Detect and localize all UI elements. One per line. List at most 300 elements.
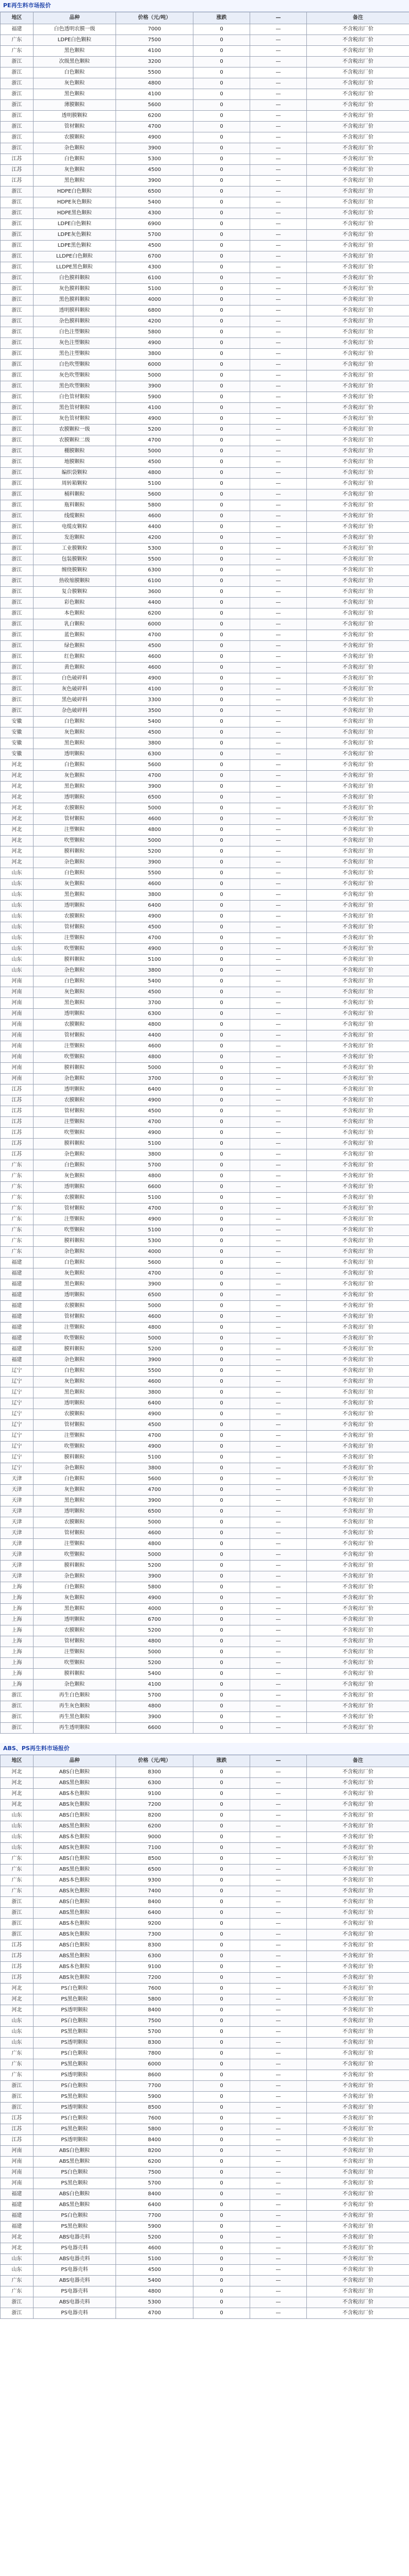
cell-name: 吹塑颗粒 [34, 1225, 116, 1236]
cell-change: 0 [193, 1604, 250, 1615]
cell-price: 5000 [116, 1517, 193, 1528]
cell-price: 5500 [116, 868, 193, 879]
cell-note: 不含税出厂价 [307, 1973, 409, 1984]
cell-note: 不含税出厂价 [307, 836, 409, 846]
cell-dash: — [250, 1020, 307, 1030]
cell-dash: — [250, 846, 307, 857]
cell-dash: — [250, 414, 307, 425]
cell-note: 不含税出厂价 [307, 1084, 409, 1095]
cell-price: 5200 [116, 1561, 193, 1571]
cell-price: 4700 [116, 435, 193, 446]
cell-change: 0 [193, 1030, 250, 1041]
cell-region: 浙江 [1, 598, 34, 608]
cell-note: 不含税出厂价 [307, 1182, 409, 1193]
cell-note: 不含税出厂价 [307, 1951, 409, 1962]
cell-change: 0 [193, 965, 250, 976]
cell-note: 不含税出厂价 [307, 1009, 409, 1020]
table-row [1, 1193, 409, 1204]
cell-name: 地膜颗粒 [34, 457, 116, 468]
table-row [1, 2297, 409, 2308]
cell-name: 膜料颗粒 [34, 1139, 116, 1149]
cell-region: 浙江 [1, 1723, 34, 1734]
cell-region: 天津 [1, 1550, 34, 1561]
table-row [1, 2167, 409, 2178]
cell-dash: — [250, 922, 307, 933]
cell-change: 0 [193, 457, 250, 468]
cell-price: 5100 [116, 2254, 193, 2265]
cell-change: 0 [193, 1712, 250, 1723]
cell-region: 浙江 [1, 706, 34, 717]
cell-note: 不含税出厂价 [307, 782, 409, 792]
cell-price: 6000 [116, 619, 193, 630]
cell-note: 不含税出厂价 [307, 2297, 409, 2308]
cell-dash: — [250, 901, 307, 911]
cell-note: 不含税出厂价 [307, 922, 409, 933]
cell-name: 黑色颗粒 [34, 1496, 116, 1506]
cell-dash: — [250, 1452, 307, 1463]
cell-dash: — [250, 2232, 307, 2243]
cell-dash: — [250, 2286, 307, 2297]
cell-name: LDPE白色颗粒 [34, 219, 116, 230]
cell-region: 河南 [1, 1009, 34, 1020]
cell-note: 不含税出厂价 [307, 1106, 409, 1117]
cell-dash: — [250, 1398, 307, 1409]
cell-change: 0 [193, 2081, 250, 2092]
cell-name: PS电器壳料 [34, 2308, 116, 2319]
table-row [1, 1139, 409, 1149]
cell-dash: — [250, 738, 307, 749]
cell-note: 不含税出厂价 [307, 1268, 409, 1279]
table-row [1, 1366, 409, 1377]
table-row [1, 1593, 409, 1604]
cell-region: 河北 [1, 803, 34, 814]
cell-name: 缠绕膜颗粒 [34, 565, 116, 576]
cell-dash: — [250, 1095, 307, 1106]
cell-name: ABS白色颗粒 [34, 1854, 116, 1865]
cell-change: 0 [193, 122, 250, 132]
cell-price: 6500 [116, 1865, 193, 1875]
cell-region: 山东 [1, 1843, 34, 1854]
cell-price: 4500 [116, 241, 193, 251]
cell-change: 0 [193, 187, 250, 197]
cell-change: 0 [193, 1810, 250, 1821]
cell-dash: — [250, 1810, 307, 1821]
cell-note: 不含税出厂价 [307, 1247, 409, 1258]
cell-region: 浙江 [1, 338, 34, 349]
cell-change: 0 [193, 944, 250, 955]
table-row [1, 1463, 409, 1474]
table-row [1, 1020, 409, 1030]
cell-name: ABS电器壳料 [34, 2276, 116, 2286]
cell-note: 不含税出厂价 [307, 1593, 409, 1604]
cell-dash: — [250, 1420, 307, 1431]
table-row [1, 2005, 409, 2016]
cell-note: 不含税出厂价 [307, 1474, 409, 1485]
cell-region: 江苏 [1, 2124, 34, 2135]
cell-price: 5900 [116, 2222, 193, 2232]
cell-region: 天津 [1, 1474, 34, 1485]
cell-change: 0 [193, 911, 250, 922]
cell-name: 透明颗粒 [34, 1009, 116, 1020]
cell-dash: — [250, 132, 307, 143]
cell-price: 6000 [116, 2059, 193, 2070]
cell-region: 江苏 [1, 2113, 34, 2124]
cell-name: 编织袋颗粒 [34, 468, 116, 479]
cell-name: 黑色颗粒 [34, 176, 116, 187]
table-row [1, 479, 409, 489]
cell-price: 4500 [116, 457, 193, 468]
cell-change: 0 [193, 219, 250, 230]
cell-note: 不含税出厂价 [307, 1875, 409, 1886]
cell-note: 不含税出厂价 [307, 327, 409, 338]
table-row [1, 706, 409, 717]
cell-region: 福建 [1, 1323, 34, 1333]
cell-name: 管材颗粒 [34, 814, 116, 825]
cell-note: 不含税出厂价 [307, 154, 409, 165]
cell-price: 5900 [116, 2092, 193, 2103]
cell-price: 5400 [116, 1669, 193, 1680]
cell-region: 上海 [1, 1658, 34, 1669]
cell-note: 不含税出厂价 [307, 2222, 409, 2232]
cell-dash: — [250, 1723, 307, 1734]
table-row [1, 1940, 409, 1951]
cell-name: 农膜颗粒 [34, 1095, 116, 1106]
cell-name: PS黑色颗粒 [34, 2092, 116, 2103]
cell-change: 0 [193, 554, 250, 565]
cell-change: 0 [193, 100, 250, 111]
cell-region: 广东 [1, 35, 34, 46]
cell-region: 河南 [1, 1030, 34, 1041]
cell-region: 上海 [1, 1636, 34, 1647]
cell-note: 不含税出厂价 [307, 1528, 409, 1539]
cell-dash: — [250, 965, 307, 976]
cell-region: 安徽 [1, 717, 34, 727]
cell-dash: — [250, 619, 307, 630]
table-row [1, 576, 409, 587]
cell-price: 4700 [116, 1268, 193, 1279]
cell-region: 浙江 [1, 2297, 34, 2308]
cell-change: 0 [193, 2189, 250, 2200]
table-row [1, 1258, 409, 1268]
cell-name: 薄膜颗粒 [34, 100, 116, 111]
cell-dash: — [250, 1680, 307, 1690]
cell-change: 0 [193, 2157, 250, 2167]
cell-note: 不含税出厂价 [307, 1647, 409, 1658]
cell-dash: — [250, 24, 307, 35]
cell-note: 不含税出厂价 [307, 1463, 409, 1474]
cell-dash: — [250, 1139, 307, 1149]
cell-price: 5300 [116, 2297, 193, 2308]
cell-dash: — [250, 1582, 307, 1593]
cell-name: ABS白色颗粒 [34, 1767, 116, 1778]
cell-price: 5200 [116, 846, 193, 857]
cell-note: 不含税出厂价 [307, 1571, 409, 1582]
cell-note: 不含税出厂价 [307, 684, 409, 695]
cell-note: 不含税出厂价 [307, 425, 409, 435]
cell-name: PS黑色颗粒 [34, 1994, 116, 2005]
cell-region: 山东 [1, 868, 34, 879]
cell-price: 5100 [116, 1225, 193, 1236]
cell-dash: — [250, 1030, 307, 1041]
cell-change: 0 [193, 1701, 250, 1712]
cell-price: 3900 [116, 1496, 193, 1506]
cell-dash: — [250, 1701, 307, 1712]
cell-price: 6700 [116, 251, 193, 262]
cell-name: ABS本色颗粒 [34, 1919, 116, 1929]
cell-note: 不含税出厂价 [307, 284, 409, 295]
cell-price: 5000 [116, 370, 193, 381]
cell-price: 3900 [116, 143, 193, 154]
cell-region: 河北 [1, 1984, 34, 1994]
cell-price: 3900 [116, 1355, 193, 1366]
table-row [1, 1344, 409, 1355]
cell-note: 不含税出厂价 [307, 489, 409, 500]
cell-change: 0 [193, 1778, 250, 1789]
cell-name: PS白色颗粒 [34, 2048, 116, 2059]
table-row [1, 2016, 409, 2027]
cell-note: 不含税出厂价 [307, 944, 409, 955]
cell-price: 5200 [116, 1625, 193, 1636]
cell-region: 江苏 [1, 1973, 34, 1984]
cell-name: 管材颗粒 [34, 122, 116, 132]
cell-price: 6400 [116, 901, 193, 911]
cell-price: 4700 [116, 630, 193, 641]
cell-price: 4600 [116, 652, 193, 663]
table-header-row [1, 12, 409, 24]
cell-note: 不含税出厂价 [307, 435, 409, 446]
cell-change: 0 [193, 1854, 250, 1865]
cell-region: 广东 [1, 1875, 34, 1886]
cell-dash: — [250, 771, 307, 782]
table-row [1, 1723, 409, 1734]
cell-change: 0 [193, 208, 250, 219]
table-row [1, 165, 409, 176]
cell-dash: — [250, 2070, 307, 2081]
cell-name: 杂色颗粒 [34, 1571, 116, 1582]
cell-dash: — [250, 1041, 307, 1052]
cell-price: 6100 [116, 576, 193, 587]
cell-dash: — [250, 1517, 307, 1528]
cell-region: 山东 [1, 955, 34, 965]
cell-change: 0 [193, 468, 250, 479]
cell-name: 透明颗粒 [34, 1398, 116, 1409]
cell-note: 不含税出厂价 [307, 1333, 409, 1344]
table-row [1, 392, 409, 403]
cell-dash: — [250, 187, 307, 197]
cell-name: ABS本色颗粒 [34, 1875, 116, 1886]
cell-note: 不含税出厂价 [307, 273, 409, 284]
cell-name: 白色吹塑颗粒 [34, 360, 116, 370]
cell-region: 河北 [1, 1778, 34, 1789]
cell-price: 6300 [116, 565, 193, 576]
cell-name: 吹塑颗粒 [34, 836, 116, 846]
cell-change: 0 [193, 1821, 250, 1832]
cell-note: 不含税出厂价 [307, 2157, 409, 2167]
cell-change: 0 [193, 2167, 250, 2178]
cell-dash: — [250, 2276, 307, 2286]
cell-change: 0 [193, 1387, 250, 1398]
table-row [1, 1506, 409, 1517]
cell-dash: — [250, 46, 307, 57]
cell-dash: — [250, 457, 307, 468]
cell-region: 浙江 [1, 1690, 34, 1701]
cell-price: 4800 [116, 78, 193, 89]
table-row [1, 187, 409, 197]
cell-change: 0 [193, 1301, 250, 1312]
cell-price: 4500 [116, 641, 193, 652]
cell-region: 浙江 [1, 349, 34, 360]
cell-note: 不含税出厂价 [307, 187, 409, 197]
cell-change: 0 [193, 1290, 250, 1301]
cell-name: 农膜颗粒 [34, 1020, 116, 1030]
cell-note: 不含税出厂价 [307, 2038, 409, 2048]
cell-change: 0 [193, 1020, 250, 1030]
cell-region: 河南 [1, 2157, 34, 2167]
cell-region: 上海 [1, 1647, 34, 1658]
cell-price: 4400 [116, 598, 193, 608]
cell-note: 不含税出厂价 [307, 1258, 409, 1268]
cell-price: 4900 [116, 1593, 193, 1604]
cell-note: 不含税出厂价 [307, 316, 409, 327]
cell-note: 不含税出厂价 [307, 663, 409, 673]
cell-price: 6200 [116, 608, 193, 619]
cell-change: 0 [193, 230, 250, 241]
cell-note: 不含税出厂价 [307, 67, 409, 78]
cell-region: 浙江 [1, 2081, 34, 2092]
cell-dash: — [250, 911, 307, 922]
cell-region: 浙江 [1, 273, 34, 284]
table-row [1, 100, 409, 111]
cell-name: PS黑色颗粒 [34, 2222, 116, 2232]
cell-note: 不含税出厂价 [307, 1778, 409, 1789]
cell-region: 浙江 [1, 208, 34, 219]
cell-dash: — [250, 749, 307, 760]
cell-price: 5000 [116, 1550, 193, 1561]
cell-dash: — [250, 598, 307, 608]
cell-change: 0 [193, 489, 250, 500]
cell-price: 4800 [116, 1171, 193, 1182]
cell-dash: — [250, 673, 307, 684]
cell-region: 辽宁 [1, 1366, 34, 1377]
cell-change: 0 [193, 1214, 250, 1225]
cell-name: 农膜颗粒一级 [34, 425, 116, 435]
cell-note: 不含税出厂价 [307, 1063, 409, 1074]
cell-name: ABS黑色颗粒 [34, 2200, 116, 2211]
cell-region: 辽宁 [1, 1431, 34, 1442]
cell-region: 辽宁 [1, 1442, 34, 1452]
table-row [1, 176, 409, 187]
cell-name: 吹塑颗粒 [34, 1550, 116, 1561]
table-row [1, 2265, 409, 2276]
cell-name: PS黑色颗粒 [34, 2059, 116, 2070]
cell-name: 瓶料颗粒 [34, 500, 116, 511]
cell-note: 不含税出厂价 [307, 544, 409, 554]
cell-price: 6800 [116, 306, 193, 316]
price-table [0, 1755, 409, 2319]
table-row [1, 1539, 409, 1550]
cell-name: 注塑颗粒 [34, 1539, 116, 1550]
cell-note: 不含税出厂价 [307, 446, 409, 457]
cell-change: 0 [193, 1625, 250, 1636]
cell-note: 不含税出厂价 [307, 533, 409, 544]
cell-change: 0 [193, 2308, 250, 2319]
cell-note: 不含税出厂价 [307, 1193, 409, 1204]
cell-dash: — [250, 425, 307, 435]
table-row [1, 1865, 409, 1875]
cell-price: 5000 [116, 446, 193, 457]
cell-region: 河北 [1, 2243, 34, 2254]
cell-price: 5800 [116, 1994, 193, 2005]
cell-change: 0 [193, 544, 250, 554]
cell-dash: — [250, 1919, 307, 1929]
cell-change: 0 [193, 2178, 250, 2189]
cell-price: 4000 [116, 1247, 193, 1258]
cell-region: 江苏 [1, 1084, 34, 1095]
cell-note: 不含税出厂价 [307, 641, 409, 652]
cell-note: 不含税出厂价 [307, 814, 409, 825]
cell-price: 6600 [116, 1723, 193, 1734]
table-row [1, 489, 409, 500]
cell-change: 0 [193, 976, 250, 987]
cell-name: LLDPE黑色颗粒 [34, 262, 116, 273]
table-row [1, 403, 409, 414]
cell-region: 浙江 [1, 197, 34, 208]
cell-note: 不含税出厂价 [307, 1323, 409, 1333]
cell-price: 3900 [116, 857, 193, 868]
cell-region: 河北 [1, 846, 34, 857]
cell-name: PS电器壳料 [34, 2243, 116, 2254]
cell-price: 6400 [116, 1084, 193, 1095]
cell-dash: — [250, 1485, 307, 1496]
cell-price: 5100 [116, 1452, 193, 1463]
table-row [1, 316, 409, 327]
cell-dash: — [250, 327, 307, 338]
cell-name: 再生黑色颗粒 [34, 1712, 116, 1723]
table-row [1, 652, 409, 663]
cell-name: 膜料颗粒 [34, 1063, 116, 1074]
cell-change: 0 [193, 67, 250, 78]
cell-name: 农膜颗粒 [34, 803, 116, 814]
cell-change: 0 [193, 2027, 250, 2038]
cell-name: PS透明颗粒 [34, 2005, 116, 2016]
table-row [1, 2189, 409, 2200]
cell-region: 广东 [1, 1193, 34, 1204]
cell-region: 浙江 [1, 219, 34, 230]
table-row [1, 1225, 409, 1236]
table-row [1, 717, 409, 727]
cell-name: 注塑颗粒 [34, 1431, 116, 1442]
cell-change: 0 [193, 24, 250, 35]
table-row [1, 1377, 409, 1387]
cell-change: 0 [193, 2286, 250, 2297]
cell-change: 0 [193, 2276, 250, 2286]
cell-dash: — [250, 111, 307, 122]
cell-change: 0 [193, 1865, 250, 1875]
cell-change: 0 [193, 1994, 250, 2005]
cell-price: 3200 [116, 57, 193, 67]
cell-note: 不含税出厂价 [307, 1020, 409, 1030]
cell-dash: — [250, 1301, 307, 1312]
cell-note: 不含税出厂价 [307, 2070, 409, 2081]
cell-change: 0 [193, 955, 250, 965]
cell-region: 浙江 [1, 414, 34, 425]
cell-name: 农膜颗粒 [34, 132, 116, 143]
table-row [1, 901, 409, 911]
table-row [1, 143, 409, 154]
cell-dash: — [250, 360, 307, 370]
cell-region: 河南 [1, 1052, 34, 1063]
cell-dash: — [250, 1387, 307, 1398]
